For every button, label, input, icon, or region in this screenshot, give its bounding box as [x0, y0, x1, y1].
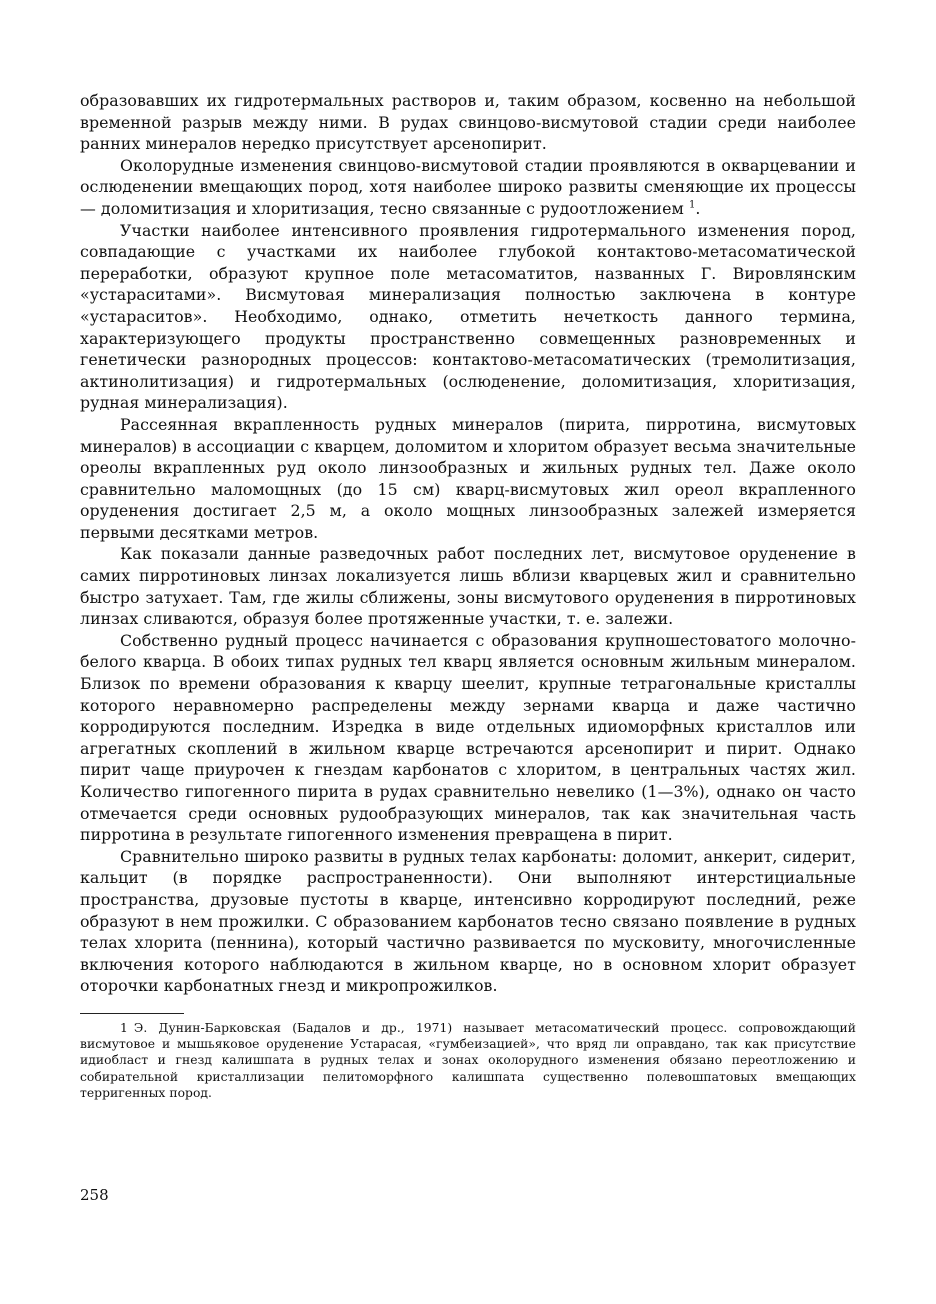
footnote-divider: [80, 1013, 184, 1014]
paragraph-end-punctuation: .: [695, 198, 701, 218]
footnote-paragraph: [80, 1020, 856, 1101]
paragraph-wallrock-alteration: [80, 155, 856, 220]
paragraph-exploration-data: Как показали данные разведочных работ последних лет, висмутовое оруденение в самих пирротиновых линзах локализуется лишь вблизи кварцевых жил и сравнительно быстро затухает. Там, где жилы сближены, зоны висмутового оруденения в пирротиновых линзах сливаются, образуя более протяженные участки, т. е. залежи.: [80, 544, 856, 629]
paragraph-ore-process: Собственно рудный процесс начинается с образования крупношестоватого молочно-белого кварца. В обоих типах рудных тел кварц является основным жильным минералом. Близок по времени образования к кварцу шеелит, крупные тетрагональные кристаллы которого неравномерно распределены между зернами кварца и даже частично корродируются последним. Изредка в виде отдельных идиоморфных кристаллов или агрегатных скоплений в жильном кварце встречаются арсенопирит и пирит. Однако пирит чаще приурочен к гнездам карбонатов с хлоритом, в центральных частях жил. Количество гипогенного пирита в рудах сравнительно невелико (1—3%), однако он часто отмечается среди основных рудообразующих минералов, так как значительная часть пирротина в результате гипогенного изменения превращена в пирит.: [80, 630, 856, 845]
page-content: [80, 90, 856, 1101]
paragraph-metasomatites: Участки наиболее интенсивного проявления гидротермального изменения пород, совпадающие с участками их наиболее глубокой контактово-метасоматической переработки, образуют крупное поле метасоматитов, названных Г. Вировлянским «устараситами». Висмутовая минерализация полностью заключена в контуре «устараситов». Необходимо, однако, отметить нечеткость данного термина, характеризующего продукты пространственно совмещенных разновременных и генетически разнородных процессов: контактово-метасоматических (тремолитизация, актинолитизация) и гидротермальных (ослюденение, доломитизация, хлоритизация, рудная минерализация).: [80, 220, 856, 413]
footnote: [80, 1020, 856, 1101]
footnote-text: Э. Дунин-Барковская (Бадалов и др., 1971) называет метасоматический процесс. сопровождающий висмутовое и мышьяковое оруденение Устарасая, «гумбеизацией», что вряд ли оправдано, так как присутствие идиобласт и гнезд калишпата в рудных телах и зонах околорудного изменения обязано переотложению и собирательной кристаллизации пелитоморфного калишпата существенно полевошпатовых вмещающих терригенных пород.: [80, 1020, 856, 1100]
paragraph-continuation: образовавших их гидротермальных растворов и, таким образом, косвенно на небольшой временной разрыв между ними. В рудах свинцово-висмутовой стадии среди наиболее ранних минералов нередко присутствует арсенопирит.: [80, 91, 856, 154]
main-text: [80, 90, 856, 997]
paragraph-text: Околорудные изменения свинцово-висмутовой стадии проявляются в окварцевании и ослюденении вмещающих пород, хотя наиболее широко развиты сменяющие их процессы — доломитизация и хлоритизация, тесно связанные с рудоотложением: [80, 155, 856, 218]
paragraph-carbonates: Сравнительно широко развиты в рудных телах карбонаты: доломит, анкерит, сидерит, кальцит (в порядке распространенности). Они выполняют интерстициальные пространства, друзовые пустоты в кварце, интенсивно корродируют последний, реже образуют в нем прожилки. С образованием карбонатов тесно связано появление в рудных телах хлорита (пеннина), который частично развивается по мусковиту, многочисленные включения которого наблюдаются в жильном кварце, но в основном хлорит образует оторочки карбонатных гнезд и микропрожилков.: [80, 846, 856, 996]
footnote-number: 1: [120, 1020, 128, 1035]
paragraph-disseminated-ore: Рассеянная вкрапленность рудных минералов (пирита, пирротина, висмутовых минералов) в ассоциации с кварцем, доломитом и хлоритом образует весьма значительные ореолы вкрапленных руд около линзообразных и жильных рудных тел. Даже около сравнительно маломощных (до 15 см) кварц-висмутовых жил ореол вкрапленного оруденения достигает 2,5 м, а около мощных линзообразных залежей измеряется первыми десятками метров.: [80, 414, 856, 542]
footnote-reference[interactable]: 1: [688, 199, 696, 211]
page-number: 258: [80, 1186, 109, 1204]
